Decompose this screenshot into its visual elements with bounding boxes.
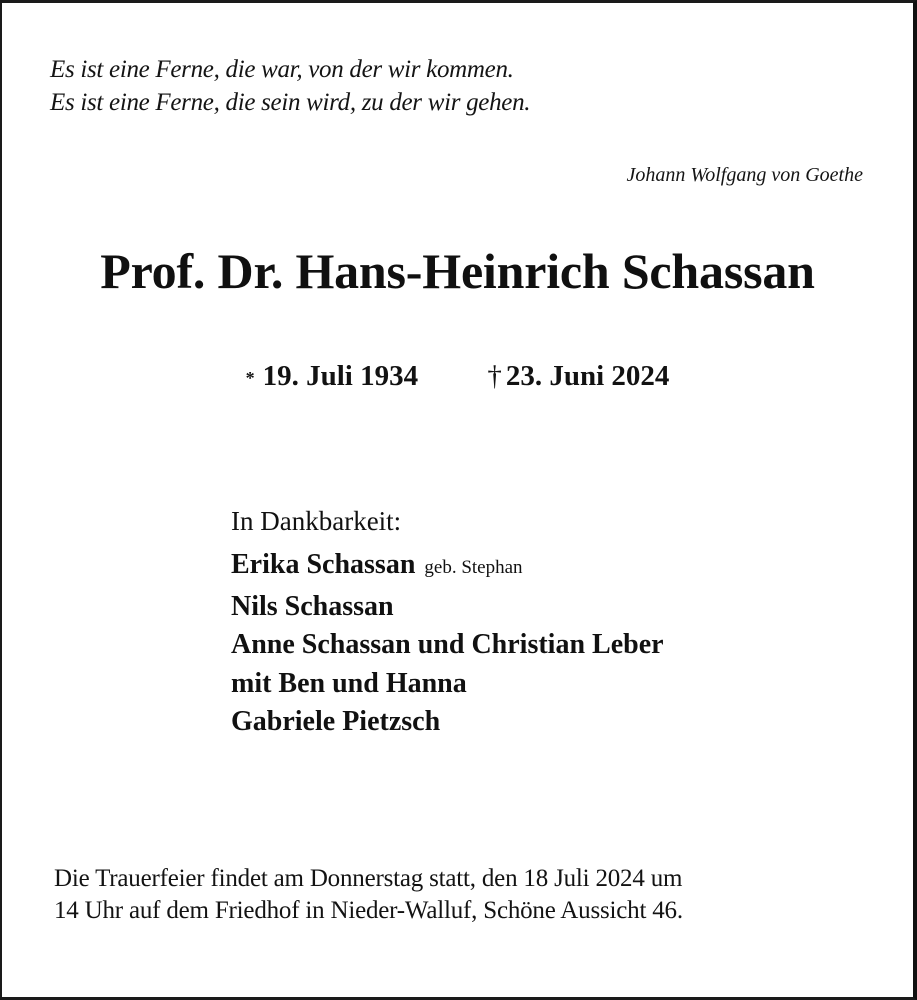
deceased-name: Prof. Dr. Hans-Heinrich Schassan — [100, 243, 815, 299]
mourner-name: Erika Schassan — [231, 549, 416, 580]
life-dates — [2, 358, 913, 394]
ceremony-line: 14 Uhr auf dem Friedhof in Nieder-Walluf, Schöne Aussicht 46. — [54, 897, 683, 924]
birth-star-icon: * — [245, 368, 255, 388]
funeral-ceremony-info — [54, 863, 683, 927]
quote-line: Es ist eine Ferne, die sein wird, zu der wir gehen. — [50, 89, 531, 116]
mourner-entry — [231, 546, 664, 588]
mourner-entry: mit Ben und Hanna — [231, 667, 467, 699]
mourner-entry: Nils Schassan — [231, 590, 394, 622]
mourners-intro: In Dankbarkeit: — [231, 506, 402, 536]
death-date: 23. Juni 2024 — [505, 360, 670, 392]
epigraph-quote — [50, 53, 530, 119]
mourner-entry: Gabriele Pietzsch — [231, 706, 441, 737]
mourner-maiden-name: geb. Stephan — [424, 557, 523, 578]
quote-author: Johann Wolfgang von Goethe — [626, 164, 863, 186]
birth-date-group — [246, 358, 419, 394]
death-date-group — [487, 360, 669, 392]
birth-date: 19. Juli 1934 — [262, 360, 419, 392]
mourners-list — [231, 503, 664, 742]
ceremony-line: Die Trauerfeier findet am Donnerstag statt, den 18 Juli 2024 um — [54, 865, 683, 892]
quote-line: Es ist eine Ferne, die war, von der wir kommen. — [50, 56, 514, 83]
dagger-cross-icon: † — [487, 360, 502, 392]
mourner-entry: Anne Schassan und Christian Leber — [231, 629, 664, 660]
